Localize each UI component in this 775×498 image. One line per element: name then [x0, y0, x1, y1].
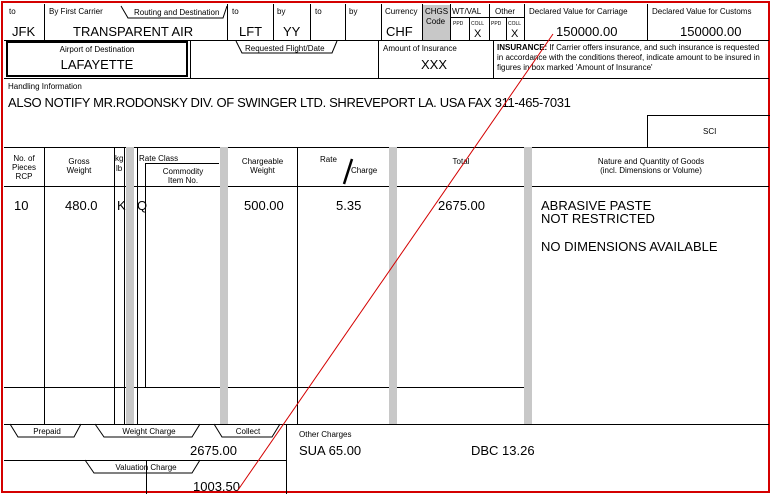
valuation-value: 1003.50: [193, 479, 240, 494]
weight-charge-tab-shape: [95, 424, 200, 437]
weight-charge-label: Weight Charge: [122, 427, 176, 436]
wtval-coll-mark: X: [474, 28, 482, 40]
col-pieces-3: RCP: [15, 172, 33, 181]
other-charge-2: DBC 13.26: [471, 443, 535, 458]
sci-label: SCI: [703, 127, 717, 136]
item-nature-3: NO DIMENSIONS AVAILABLE: [541, 239, 718, 254]
other-charges-label: Other Charges: [299, 430, 352, 439]
item-chargeable-weight: 500.00: [244, 198, 284, 213]
item-pieces: 10: [14, 198, 29, 213]
insurance-note-1: If Carrier offers insurance, and such insurance is requested: [547, 43, 760, 52]
col-total: Total: [452, 157, 470, 166]
item-nature-2: NOT RESTRICTED: [541, 211, 655, 226]
code-label: Code: [426, 17, 446, 26]
item-total: 2675.00: [438, 198, 485, 213]
to3-label: to: [315, 7, 322, 16]
currency-value: CHF: [386, 24, 413, 39]
col-nature-1: Nature and Quantity of Goods: [597, 157, 705, 166]
airport-value: LAFAYETTE: [60, 57, 134, 72]
col-kg: kg: [115, 154, 124, 163]
collect-tab-shape: [214, 424, 280, 437]
handling-text: ALSO NOTIFY MR.RODONSKY DIV. OF SWINGER LTD. SHREVEPORT LA. USA FAX 311-465-7031: [8, 95, 571, 110]
col-commodity-2: Item No.: [167, 176, 199, 185]
col-rate-class: Rate Class: [139, 154, 179, 163]
col-charge: Charge: [351, 166, 378, 175]
declared-customs-label: Declared Value for Customs: [652, 7, 752, 16]
insurance-value: XXX: [421, 57, 448, 72]
valuation-tab-shape: [85, 460, 200, 473]
declared-customs-value: 150000.00: [680, 24, 742, 39]
valuation-label: Valuation Charge: [115, 463, 177, 472]
col-pieces-1: No. of: [13, 154, 35, 163]
flight-tab-shape: [236, 41, 337, 53]
by3-label: by: [349, 7, 358, 16]
to2-value: LFT: [239, 24, 263, 39]
prepaid-tab-shape: [10, 424, 81, 437]
wtval-label: WT/VAL: [452, 7, 482, 16]
other-coll-mark: X: [511, 28, 519, 40]
item-nature-1: ABRASIVE PASTE: [541, 198, 652, 213]
item-gross-weight: 480.0: [65, 198, 98, 213]
flight-label: Requested Flight/Date: [245, 44, 325, 53]
col-lb: lb: [116, 164, 123, 173]
weight-charge-value: 2675.00: [190, 443, 237, 458]
declared-carriage-label: Declared Value for Carriage: [529, 7, 628, 16]
to-label: to: [9, 7, 16, 16]
col-chargeable-2: Weight: [250, 166, 275, 175]
item-rate-class: Q: [137, 198, 148, 213]
routing-tab-shape: [121, 6, 227, 18]
col-commodity-1: Commodity: [162, 167, 204, 176]
col-gross-2: Weight: [66, 166, 92, 175]
insurance-note-2: in accordance with the conditions thereof, indicate amount to be insured in: [497, 53, 760, 62]
routing-label: Routing and Destination: [134, 8, 220, 17]
coll1-label: COLL: [471, 21, 485, 27]
other-charge-1: SUA 65.00: [299, 443, 362, 458]
chgs-label: CHGS: [425, 7, 449, 16]
by2-label: by: [277, 7, 286, 16]
item-rate: 5.35: [336, 198, 362, 213]
coll2-label: COLL: [508, 21, 522, 27]
airport-label: Airport of Destination: [59, 45, 135, 54]
insurance-note-3: figures in box marked 'Amount of Insurance': [497, 63, 653, 72]
declared-carriage-value: 150000.00: [556, 24, 618, 39]
to-value: JFK: [12, 24, 36, 39]
by2-value: YY: [283, 24, 301, 39]
currency-label: Currency: [385, 7, 418, 16]
insurance-note-bold: INSURANCE:: [497, 43, 548, 52]
insurance-label: Amount of Insurance: [383, 44, 457, 53]
item-unit: K: [117, 198, 126, 213]
col-gross-1: Gross: [68, 157, 90, 166]
by-first-carrier-label: By First Carrier: [49, 7, 103, 16]
diagonal-line: [238, 34, 553, 490]
collect-label: Collect: [235, 427, 261, 436]
rate-charge-slash: [344, 159, 352, 184]
col-rate: Rate: [320, 155, 337, 164]
col-nature-2: (incl. Dimensions or Volume): [600, 166, 702, 175]
carrier-value: TRANSPARENT AIR: [73, 24, 194, 39]
handling-label: Handling Information: [8, 82, 82, 91]
col-pieces-2: Pieces: [11, 163, 36, 172]
col-chargeable-1: Chargeable: [241, 157, 284, 166]
other-label: Other: [495, 7, 516, 16]
to2-label: to: [232, 7, 239, 16]
ppd1-label: PPD: [453, 21, 464, 27]
ppd2-label: PPD: [491, 21, 502, 27]
prepaid-label: Prepaid: [33, 427, 61, 436]
